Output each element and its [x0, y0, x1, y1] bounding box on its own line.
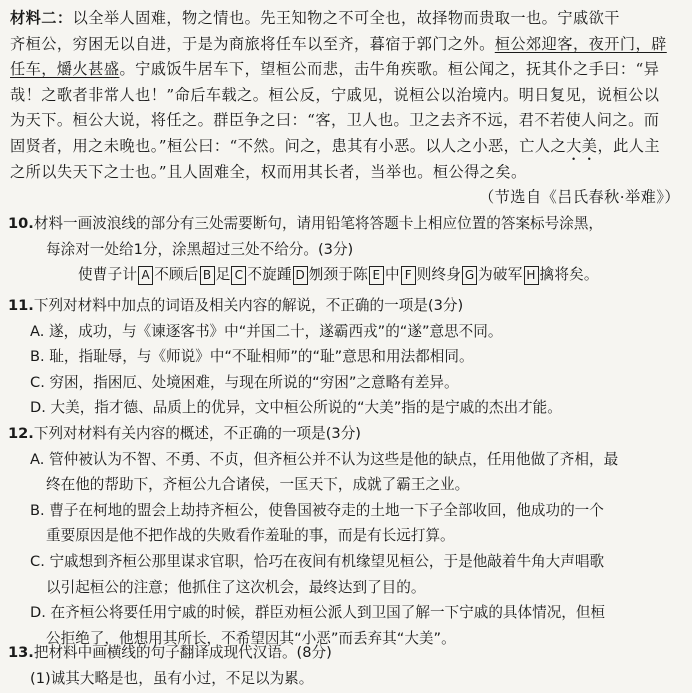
answer-box-e[interactable]: E: [369, 266, 384, 285]
answer-box-a[interactable]: A: [138, 266, 153, 285]
answer-box-b[interactable]: B: [200, 266, 215, 285]
option-a[interactable]: A. 遂，成功，与《谏逐客书》中“并国二十，遂霸西戎”的“遂”意思不同。: [30, 322, 503, 340]
option-c[interactable]: C. 穷困，指困厄、处境困难，与现在所说的“穷困”之意略有差异。: [30, 373, 459, 391]
answer-box-h[interactable]: H: [524, 266, 539, 285]
option-c-cont: 以引起桓公的注意；他抓住了这次机会，最终达到了目的。: [46, 578, 426, 596]
underlined-sentence: 桓公郊迎客，夜开门，辟: [494, 34, 667, 53]
question-stem: 13.把材料中画横线的句子翻译成现代汉语。(8分): [8, 644, 332, 661]
option-d[interactable]: D. 在齐桓公将要任用宁戚的时候，群臣劝桓公派人到卫国了解一下宁戚的具体情况，但桓: [30, 604, 606, 622]
option-a-cont: 终在他的帮助下，齐桓公九合诸侯，一匡天下，成就了霸王之业。: [46, 476, 470, 494]
question-13: [8, 640, 684, 691]
question-11: [8, 293, 684, 421]
translation-item-1: (1)诚其大略是也，虽有小过，不足以为累。: [30, 669, 314, 687]
option-a[interactable]: A. 管仲被认为不智、不勇、不贞，但齐桓公并不认为这些是他的缺点，任用他做了齐相，最: [30, 450, 619, 468]
option-d[interactable]: D. 大美，指才德、品质上的优异，文中桓公所说的“大美”指的是宁戚的杰出才能。: [30, 399, 562, 417]
answer-box-f[interactable]: F: [401, 266, 416, 285]
option-c[interactable]: C. 宁戚想到齐桓公那里谋求官职，恰巧在夜间有机缘望见桓公，于是他敲着牛角大声唱歌: [30, 552, 605, 570]
question-stem: 11.下列对材料中加点的词语及相关内容的解说，不正确的一项是(3分): [8, 297, 464, 314]
option-b[interactable]: B. 曹子在柯地的盟会上劫持齐桓公，使鲁国被夺走的土地一下子全部收回，他成功的一个: [30, 501, 604, 519]
material-label: 材料二：: [10, 9, 73, 27]
punctuation-sentence: 使曹子计 A 不顾后 B 足 C 不旋踵 D 刎颈于陈 E 中 F 则终身 G 为破军 H 擒将矣。: [78, 266, 599, 284]
question-12: [8, 421, 684, 651]
passage-line-2: 齐桓公，穷困无以自进，于是为商旅将任车以至齐，暮宿于郭门之外。桓公郊迎客，夜开门，辟: [10, 34, 667, 53]
dotted-word: 大美: [566, 136, 598, 155]
question-stem: 12.下列对材料有关内容的概述，不正确的一项是(3分): [8, 425, 362, 442]
passage-line-7: 之所以失天下之士也。”且人固难全，权而用其长者，当举也。桓公得之矣。: [10, 162, 527, 181]
passage-line-4: 哉！之歌者非常人也！”命后车载之。桓公反，宁戚见，说桓公以治境内。明日复见，说桓公以: [10, 85, 660, 104]
question-stem: 10.材料一画波浪线的部分有三处需要断句，请用铅笔将答题卡上相应位置的答案标号涂黑，: [8, 215, 604, 232]
option-b[interactable]: B. 耻，指耻辱，与《师说》中“不耻相师”的“耻”意思和用法都相同。: [30, 348, 474, 366]
underlined-sentence-cont: 任车，爝火甚盛: [10, 60, 120, 79]
passage-line-6: 固贤者，用之未晚也。”桓公曰：“不然。问之，患其有小恶。以人之小恶，亡人之大美，此人主: [10, 136, 660, 155]
answer-box-g[interactable]: G: [462, 266, 477, 285]
passage-line-3: 任车，爝火甚盛。宁戚饭牛居车下，望桓公而悲，击牛角疾歌。桓公闻之，抚其仆之手曰：“异: [10, 60, 660, 79]
question-10: [8, 211, 684, 288]
question-stem-cont: 每涂对一处给1分，涂黑超过三处不给分。(3分): [46, 240, 354, 258]
answer-box-c[interactable]: C: [231, 266, 246, 285]
answer-box-d[interactable]: D: [293, 266, 308, 285]
reading-passage: [10, 6, 686, 211]
option-b-cont: 重要原因是他不把作战的失败看作羞耻的事，而是有长远打算。: [46, 527, 455, 545]
passage-line-1: 材料二：以全举人固难，物之情也。先王知物之不可全也，故择物而贵取一也。宁戚欲干: [10, 9, 620, 27]
passage-source: （节选自《吕氏春秋·举难》）: [479, 188, 680, 207]
passage-line-5: 为天下。桓公大说，将任之。群臣争之曰：“客，卫人也。卫之去齐不远，君不若使人问之。而: [10, 111, 660, 130]
option-d-cont: 公拒绝了，他想用其所长，不希望因其“小恶”而丢弃其“大美”。: [46, 629, 456, 647]
